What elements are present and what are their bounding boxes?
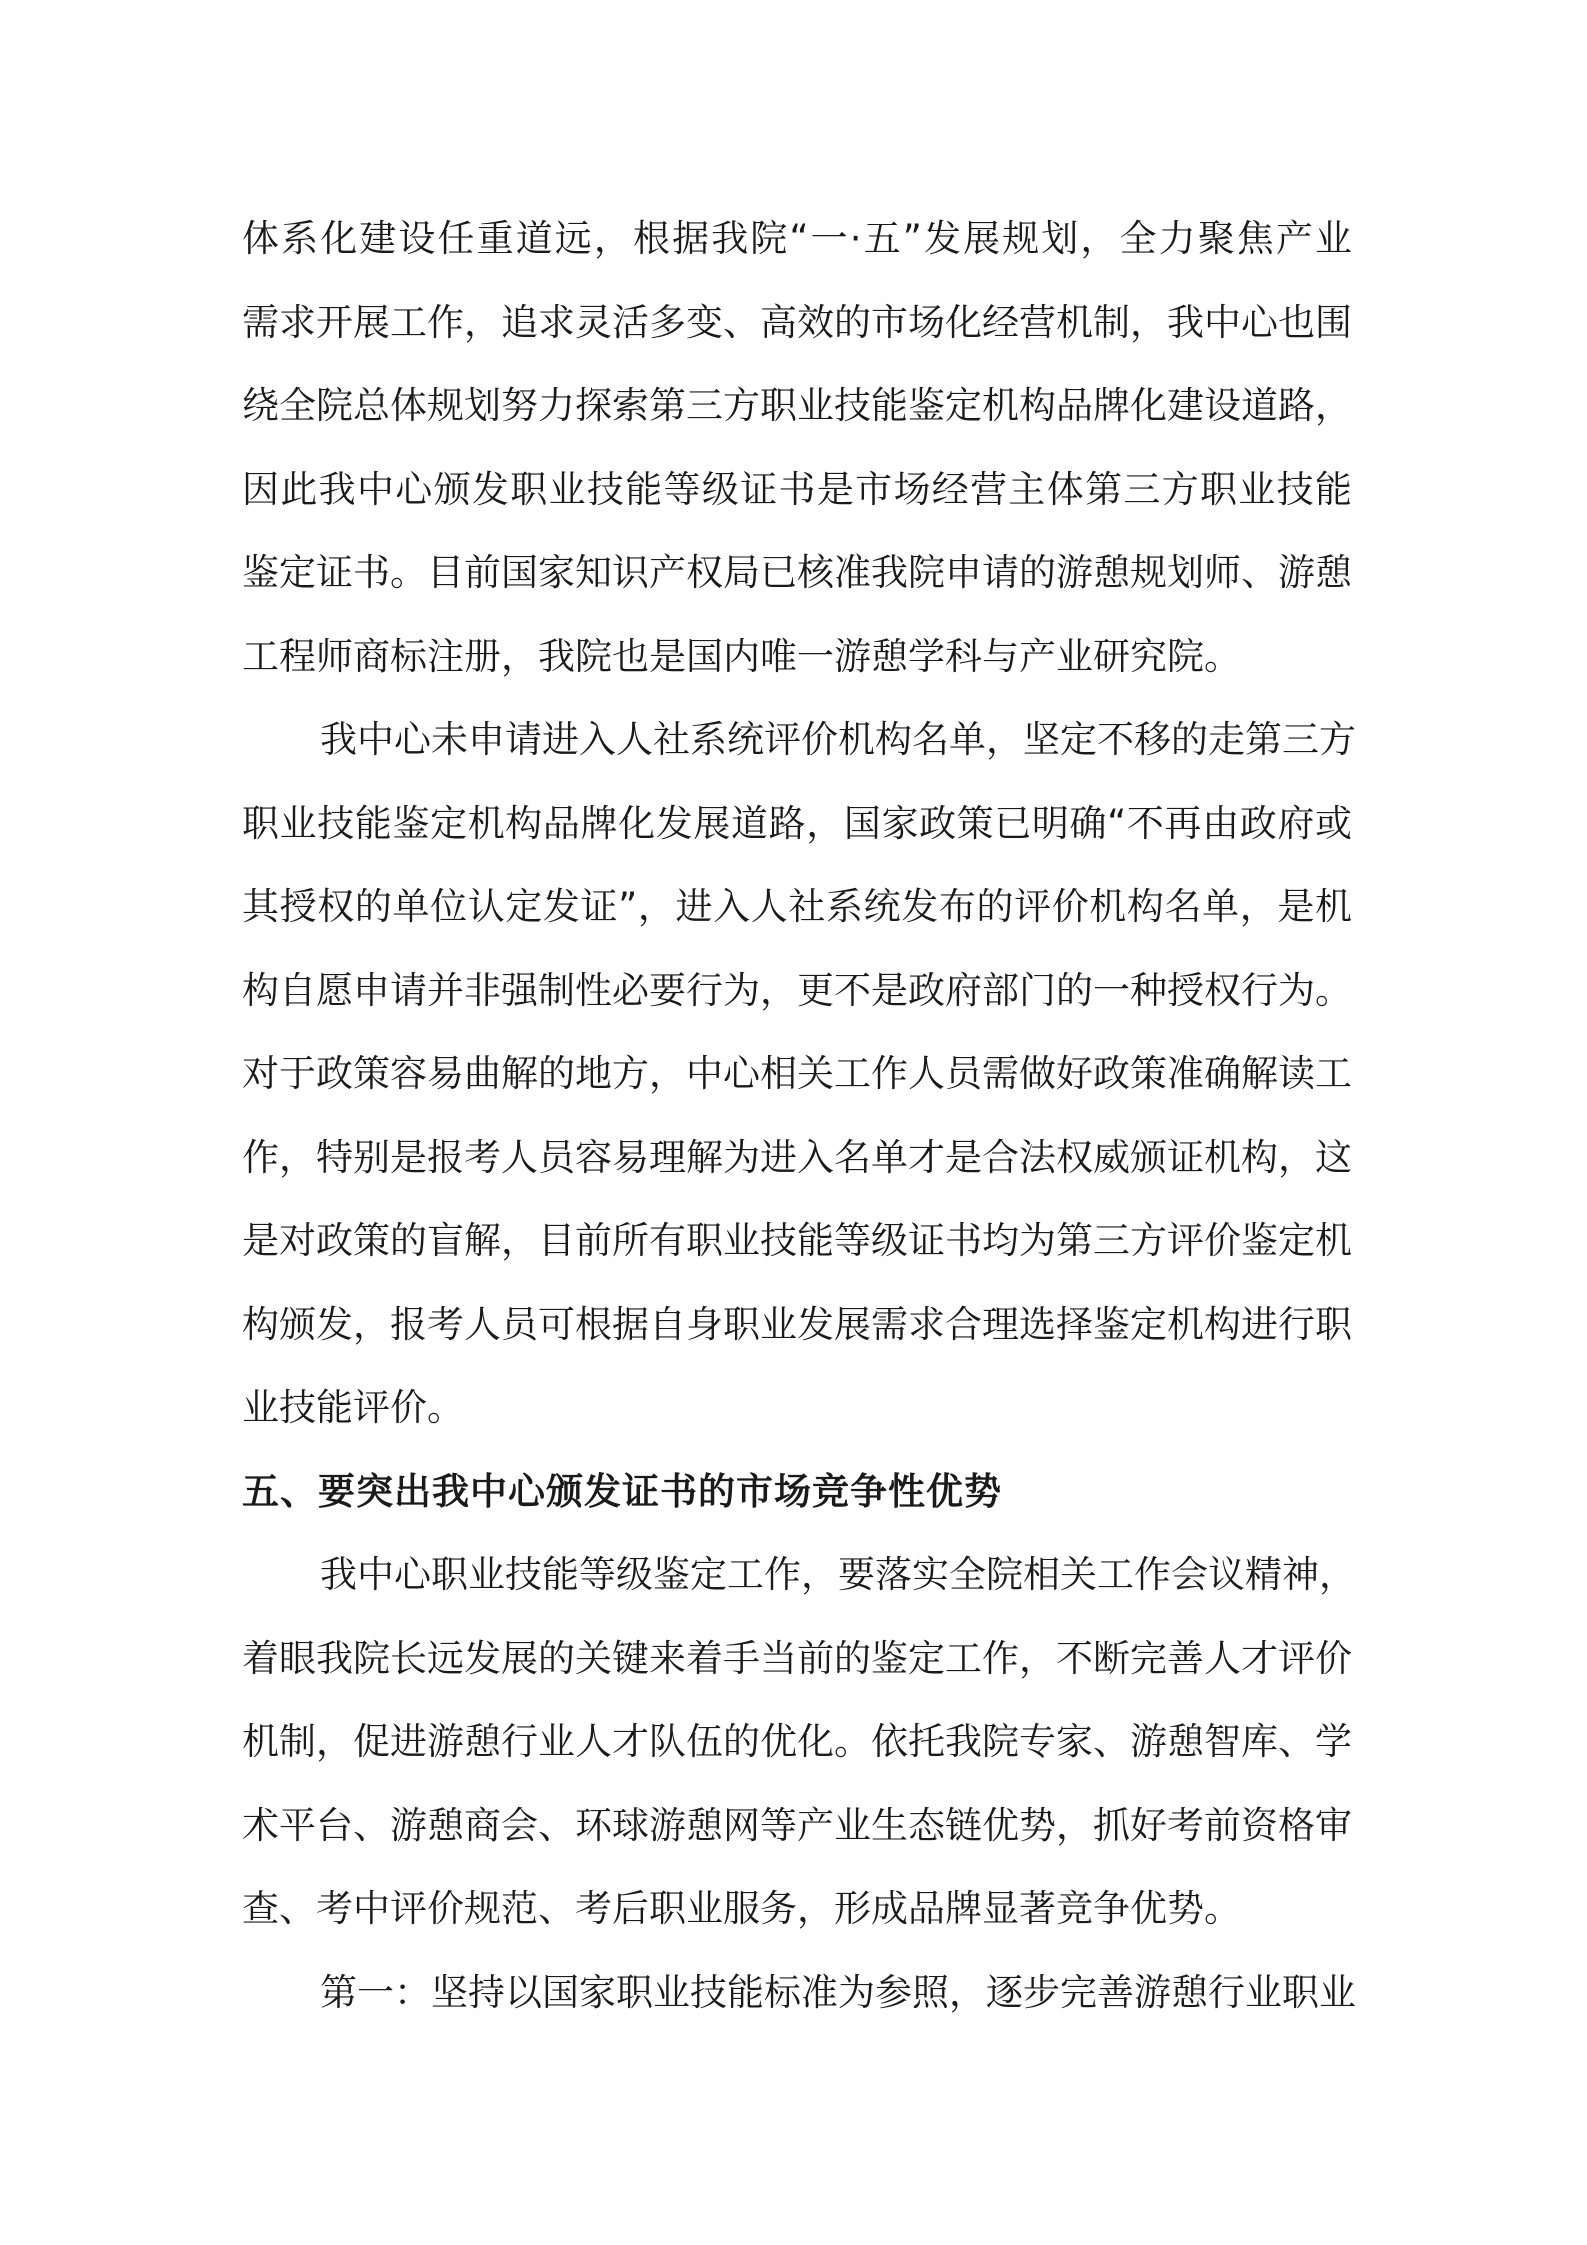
text-line: 构自愿申请并非强制性必要行为，更不是政府部门的一种授权行为。 [242, 968, 1352, 1012]
text-line: 查、考中评价规范、考后职业服务，形成品牌显著竞争优势。 [242, 1887, 1241, 1930]
text-line: 业技能评价。 [242, 1386, 464, 1429]
text-line: 术平台、游憩商会、环球游憩网等产业生态链优势，抓好考前资格审 [242, 1803, 1352, 1847]
text-line: 机制，促进游憩行业人才队伍的优化。依托我院专家、游憩智库、学 [242, 1720, 1352, 1763]
section-heading [242, 1450, 1352, 1534]
text-line: 对于政策容易曲解的地方，中心相关工作人员需做好政策准确解读工 [242, 1052, 1352, 1095]
text-line: 绕全院总体规划努力探索第三方职业技能鉴定机构品牌化建设道路， [242, 384, 1352, 427]
text-line: 需求开展工作，追求灵活多变、高效的市场化经营机制，我中心也围 [242, 300, 1352, 344]
text-line: 作，特别是报考人员容易理解为进入名单才是合法权威颁证机构，这 [242, 1135, 1352, 1179]
text-line: 我中心未申请进入人社系统评价机构名单，坚定不移的走第三方 [320, 718, 1356, 761]
text-line: 鉴定证书。目前国家知识产权局已核准我院申请的游憩规划师、游憩 [242, 551, 1352, 594]
paragraph [242, 1951, 1356, 2035]
text-line: 构颁发，报考人员可根据自身职业发展需求合理选择鉴定机构进行职 [242, 1302, 1352, 1346]
text-line: 第一：坚持以国家职业技能标准为参照，逐步完善游憩行业职业 [320, 1970, 1356, 2014]
text-line: 是对政策的盲解，目前所有职业技能等级证书均为第三方评价鉴定机 [242, 1219, 1352, 1262]
text-line: 职业技能鉴定机构品牌化发展道路，国家政策已明确“不再由政府或 [242, 801, 1352, 845]
heading-text: 五、要突出我中心颁发证书的市场竞争性优势 [242, 1469, 1002, 1513]
text-line: 因此我中心颁发职业技能等级证书是市场经营主体第三方职业技能 [242, 467, 1352, 511]
paragraph [242, 698, 1356, 1450]
document-body [242, 197, 1356, 2034]
text-line: 着眼我院长远发展的关键来着手当前的鉴定工作，不断完善人才评价 [242, 1636, 1352, 1680]
text-line: 其授权的单位认定发证”，进入人社系统发布的评价机构名单，是机 [242, 885, 1352, 928]
text-line: 我中心职业技能等级鉴定工作，要落实全院相关工作会议精神， [320, 1553, 1356, 1596]
text-line: 工程师商标注册，我院也是国内唯一游憩学科与产业研究院。 [242, 634, 1241, 678]
paragraph [242, 1533, 1356, 1951]
text-line: 体系化建设任重道远，根据我院“一·五”发展规划，全力聚焦产业 [242, 217, 1352, 260]
paragraph [242, 197, 1352, 698]
